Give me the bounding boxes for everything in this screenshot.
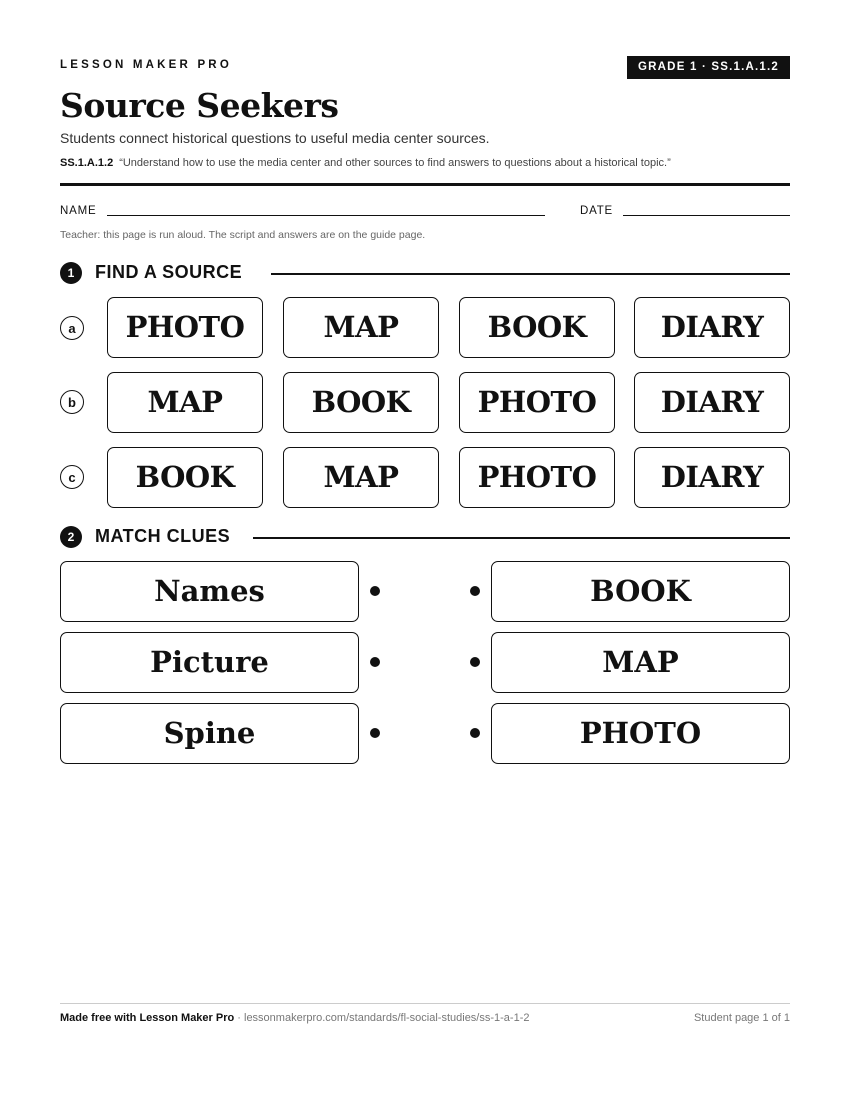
source-card[interactable]: DIARY bbox=[634, 297, 790, 358]
name-date-row bbox=[60, 205, 790, 221]
answer-card[interactable]: BOOK bbox=[491, 561, 790, 622]
section-match-clues bbox=[60, 525, 790, 549]
brand-name: LESSON MAKER PRO bbox=[60, 59, 232, 71]
source-card[interactable]: MAP bbox=[283, 297, 439, 358]
grade-badge: GRADE 1 · SS.1.A.1.2 bbox=[627, 56, 790, 79]
section-title: MATCH CLUES bbox=[95, 526, 231, 546]
source-card[interactable]: MAP bbox=[283, 447, 439, 508]
standard-code: SS.1.A.1.2 bbox=[60, 157, 114, 169]
match-dot-right[interactable] bbox=[470, 657, 480, 667]
answer-card[interactable]: PHOTO bbox=[491, 703, 790, 764]
row-label-a: a bbox=[60, 316, 84, 340]
section-find-a-source bbox=[60, 261, 790, 285]
section-number: 1 bbox=[60, 262, 82, 284]
match-dot-left[interactable] bbox=[370, 586, 380, 596]
header-divider bbox=[60, 183, 790, 186]
match-dot-right[interactable] bbox=[470, 586, 480, 596]
section-title: FIND A SOURCE bbox=[95, 262, 243, 282]
date-field[interactable] bbox=[623, 215, 790, 216]
page-subtitle: Students connect historical questions to useful media center sources. bbox=[60, 130, 490, 146]
footer-url[interactable]: · lessonmakerpro.com/standards/fl-social-studies/ss-1-a-1-2 bbox=[234, 1012, 530, 1024]
clue-card[interactable]: Picture bbox=[60, 632, 359, 693]
answer-card[interactable]: MAP bbox=[491, 632, 790, 693]
worksheet-page bbox=[60, 0, 790, 1100]
clue-card[interactable]: Spine bbox=[60, 703, 359, 764]
footer-made-with: Made free with Lesson Maker Pro bbox=[60, 1012, 235, 1024]
name-label: NAME bbox=[60, 205, 97, 217]
teacher-note: Teacher: this page is run aloud. The script and answers are on the guide page. bbox=[60, 229, 426, 241]
source-card[interactable]: BOOK bbox=[283, 372, 439, 433]
source-card[interactable]: MAP bbox=[107, 372, 263, 433]
source-card[interactable]: PHOTO bbox=[107, 297, 263, 358]
date-label: DATE bbox=[580, 205, 614, 217]
row-label-c: c bbox=[60, 465, 84, 489]
standard-text: “Understand how to use the media center and other sources to find answers to questions about a historical topic.” bbox=[119, 157, 671, 169]
match-dot-left[interactable] bbox=[370, 728, 380, 738]
section-rule bbox=[271, 273, 790, 275]
source-card[interactable]: PHOTO bbox=[459, 447, 615, 508]
footer-page-number: Student page 1 of 1 bbox=[693, 1012, 790, 1024]
section-number: 2 bbox=[60, 526, 82, 548]
match-dot-left[interactable] bbox=[370, 657, 380, 667]
row-label-b: b bbox=[60, 390, 84, 414]
top-bar bbox=[60, 56, 790, 80]
footer-divider bbox=[60, 1003, 790, 1004]
source-card[interactable]: DIARY bbox=[634, 447, 790, 508]
name-field[interactable] bbox=[107, 215, 545, 216]
source-card[interactable]: BOOK bbox=[459, 297, 615, 358]
match-dot-right[interactable] bbox=[470, 728, 480, 738]
page-title: Source Seekers bbox=[60, 86, 339, 125]
footer-credit bbox=[60, 1012, 530, 1024]
source-card[interactable]: BOOK bbox=[107, 447, 263, 508]
standard-line bbox=[60, 157, 671, 169]
section-rule bbox=[253, 537, 790, 539]
source-card[interactable]: DIARY bbox=[634, 372, 790, 433]
clue-card[interactable]: Names bbox=[60, 561, 359, 622]
source-card[interactable]: PHOTO bbox=[459, 372, 615, 433]
